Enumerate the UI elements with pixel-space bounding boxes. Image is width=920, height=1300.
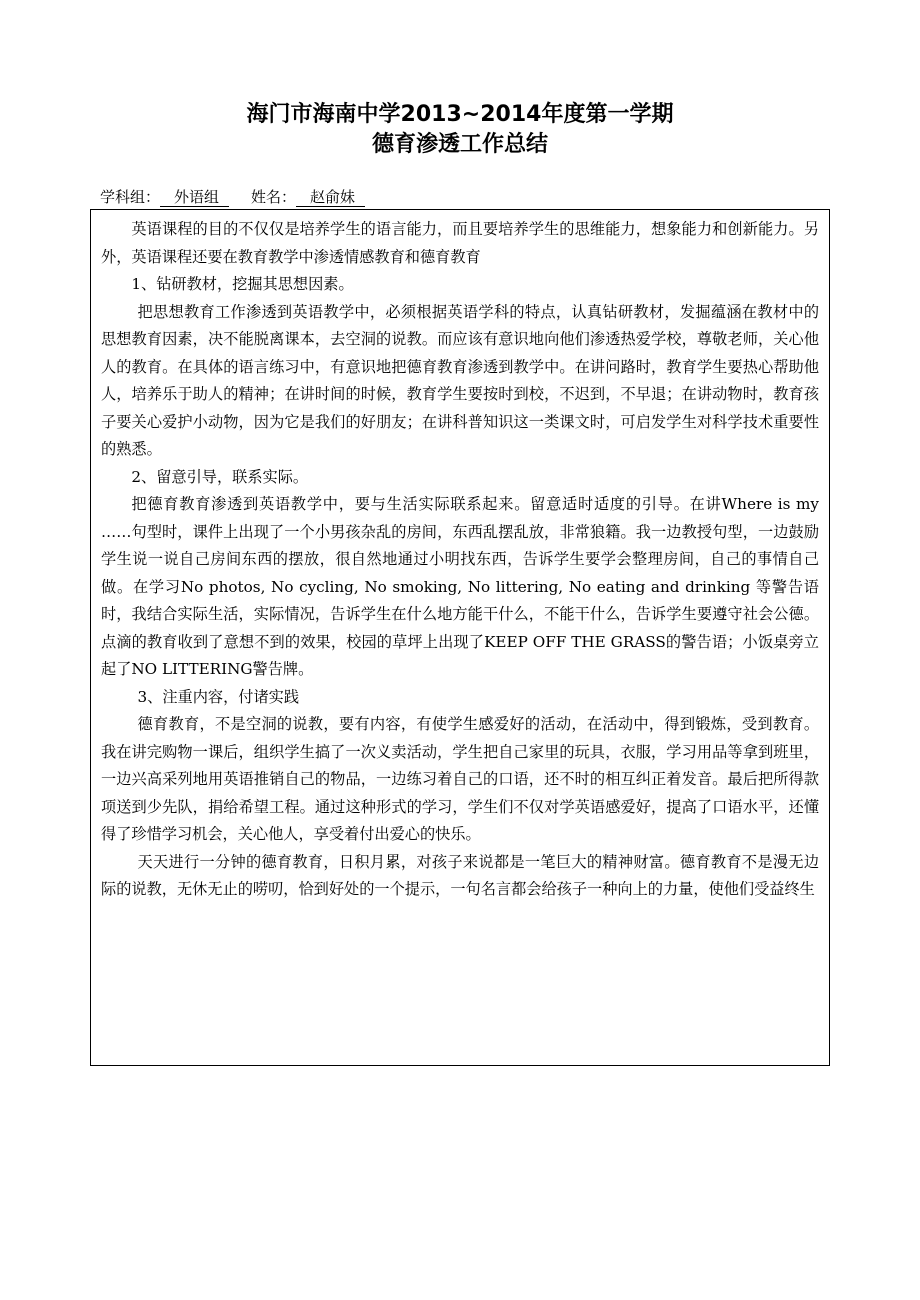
section-1-heading: 1、钻研教材，挖掘其思想因素。 [131, 275, 354, 293]
section-1-body: 把思想教育工作渗透到英语教学中，必须根据英语学科的特点，认真钻研教材，发掘蕴涵在教材中的思想教育因素，决不能脱离课本，去空洞的说教。而应该有意识地向他们渗透热爱学校，尊敬老师，关心他人的教育。在具体的语言练习中，有意识地把德育教育渗透到教学中。在讲问路时，教育学生要热心帮助他人，培养乐于助人的精神；在讲时间的时候，教育学生要按时到校，不迟到，不早退；在讲动物时，教育孩子要关心爱护小动物，因为它是我们的好朋友；在讲科普知识这一类课文时，可启发学生对科学技术重要性的熟悉。 [101, 302, 819, 458]
summary-box [90, 209, 830, 1066]
section-2-heading: 2、留意引导，联系实际。 [131, 467, 309, 486]
name-value: 赵俞妹 [296, 188, 365, 207]
name-label: 姓名： [251, 188, 297, 206]
section-3-body: 德育教育，不是空洞的说教，要有内容，有使学生感爱好的活动，在活动中，得到锻炼，受到教育。我在讲完购物一课后，组织学生搞了一次义卖活动，学生把自己家里的玩具，衣服，学习用品等拿到班里，一边兴高采列地用英语推销自己的物品，一边练习着自己的口语，还不时的相互纠正着发音。最后把所得款项送到少先队，捐给希望工程。通过这种形式的学习，学生们不仅对学英语感爱好，提高了口语水平，还懂得了珍惜学习机会，关心他人，享受着付出爱心的快乐。 [101, 715, 819, 843]
page-subtitle: 德育渗透工作总结 [371, 132, 548, 157]
section-2-body: 把德育教育渗透到英语教学中，要与生活实际联系起来。留意适时适度的引导。在讲Where is my ……句型时，课件上出现了一个小男孩杂乱的房间，东西乱摆乱放，非常狼籍。我一边教授句型，一边鼓励学生说一说自己房间东西的摆放，很自然地通过小明找东西，告诉学生要学会整理房间，自己的事情自己做。在学习No photos, No cycling, No smoking, No littering, No eating and drinking 等警告语时，我结合实际生活，实际情况，告诉学生在什么地方能干什么，不能干什么，告诉学生要遵守社会公德。点滴的教育收到了意想不到的效果，校园的草坪上出现了KEEP OFF THE GRASS的警告语；小饭桌旁立起了NO LITTERING警告牌。 [101, 495, 819, 678]
conclusion-paragraph: 天天进行一分钟的德育教育，日积月累，对孩子来说都是一笔巨大的精神财富。德育教育不是漫无边际的说教，无休无止的唠叨，恰到好处的一个提示，一句名言都会给孩子一种向上的力量，使他们受益终生 [101, 852, 819, 898]
subject-label: 学科组： [100, 188, 161, 206]
subject-value: 外语组 [160, 188, 229, 207]
page-title: 海门市海南中学2013~2014年度第一学期 [246, 102, 674, 127]
document-meta [100, 186, 365, 208]
section-3-heading: 3、注重内容，付诸实践 [137, 687, 300, 706]
intro-paragraph: 英语课程的目的不仅仅是培养学生的语言能力，而且要培养学生的思维能力，想象能力和创新能力。另外，英语课程还要在教育教学中渗透情感教育和德育教育 [101, 220, 819, 266]
